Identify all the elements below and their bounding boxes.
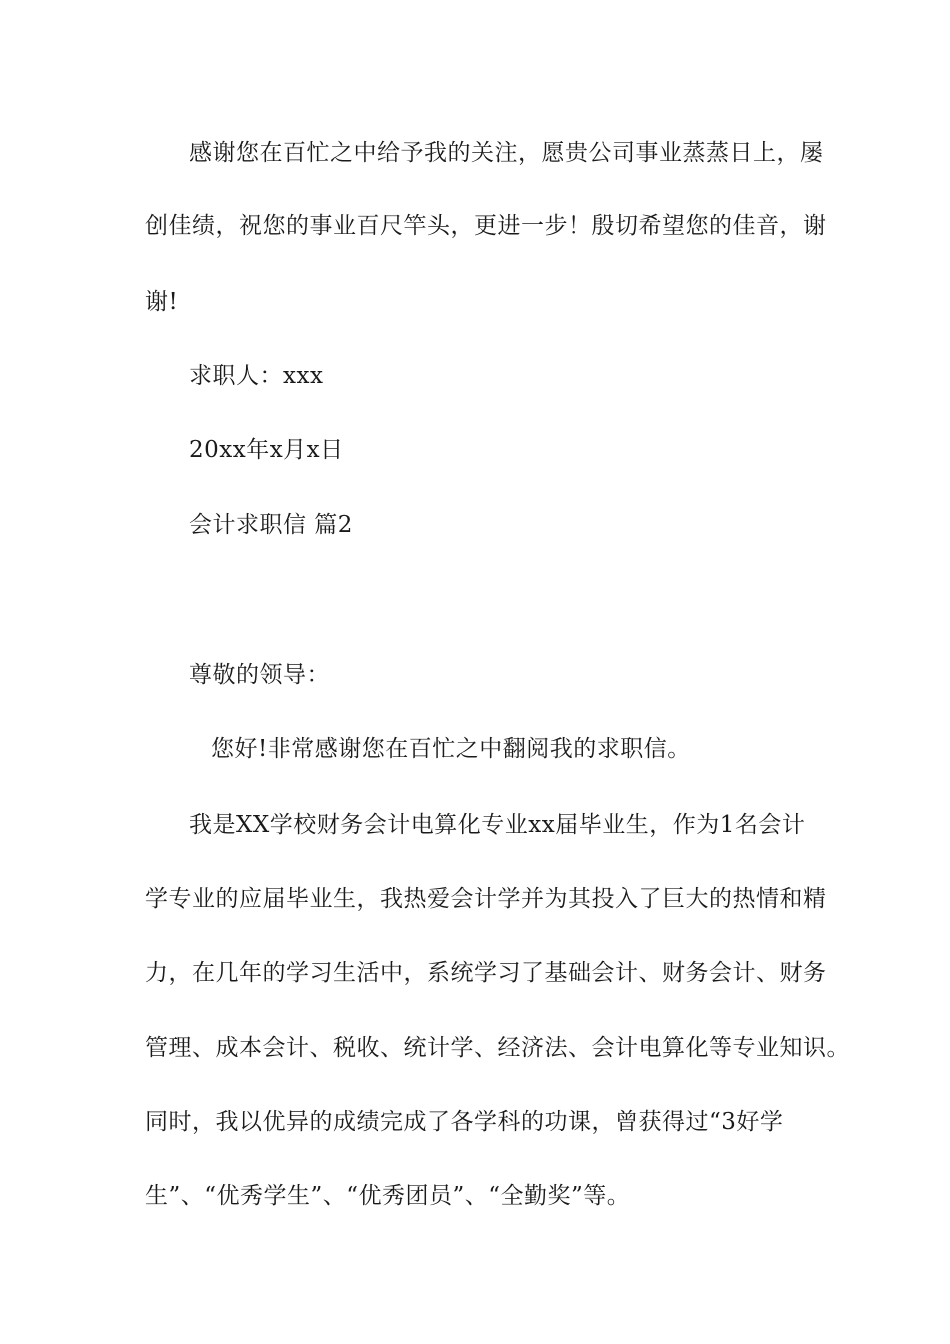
greeting-line: 您好!非常感谢您在百忙之中翻阅我的求职信。 bbox=[211, 736, 691, 762]
body-line-1: 我是XX学校财务会计电算化专业xx届毕业生，作为1名会计 bbox=[189, 812, 806, 838]
section-heading: 会计求职信 篇2 bbox=[189, 512, 353, 538]
salutation: 尊敬的领导： bbox=[189, 662, 330, 688]
body-line-2: 学专业的应届毕业生，我热爱会计学并为其投入了巨大的热情和精 bbox=[145, 886, 827, 912]
body-line-6: 生”、“优秀学生”、“优秀团员”、“全勤奖”等。 bbox=[145, 1183, 631, 1209]
paragraph-line-3: 谢! bbox=[145, 289, 179, 315]
body-line-3: 力，在几年的学习生活中，系统学习了基础会计、财务会计、财务 bbox=[145, 960, 827, 986]
applicant-signature: 求职人：xxx bbox=[189, 363, 324, 389]
paragraph-line-2: 创佳绩，祝您的事业百尺竿头，更进一步！殷切希望您的佳音，谢 bbox=[145, 213, 827, 239]
paragraph-line-1: 感谢您在百忙之中给予我的关注，愿贵公司事业蒸蒸日上，屡 bbox=[189, 140, 824, 166]
body-line-4: 管理、成本会计、税收、统计学、经济法、会计电算化等专业知识。 bbox=[145, 1035, 850, 1061]
letter-date: 20xx年x月x日 bbox=[189, 437, 344, 463]
body-line-5: 同时，我以优异的成绩完成了各学科的功课，曾获得过“3好学 bbox=[145, 1109, 784, 1135]
